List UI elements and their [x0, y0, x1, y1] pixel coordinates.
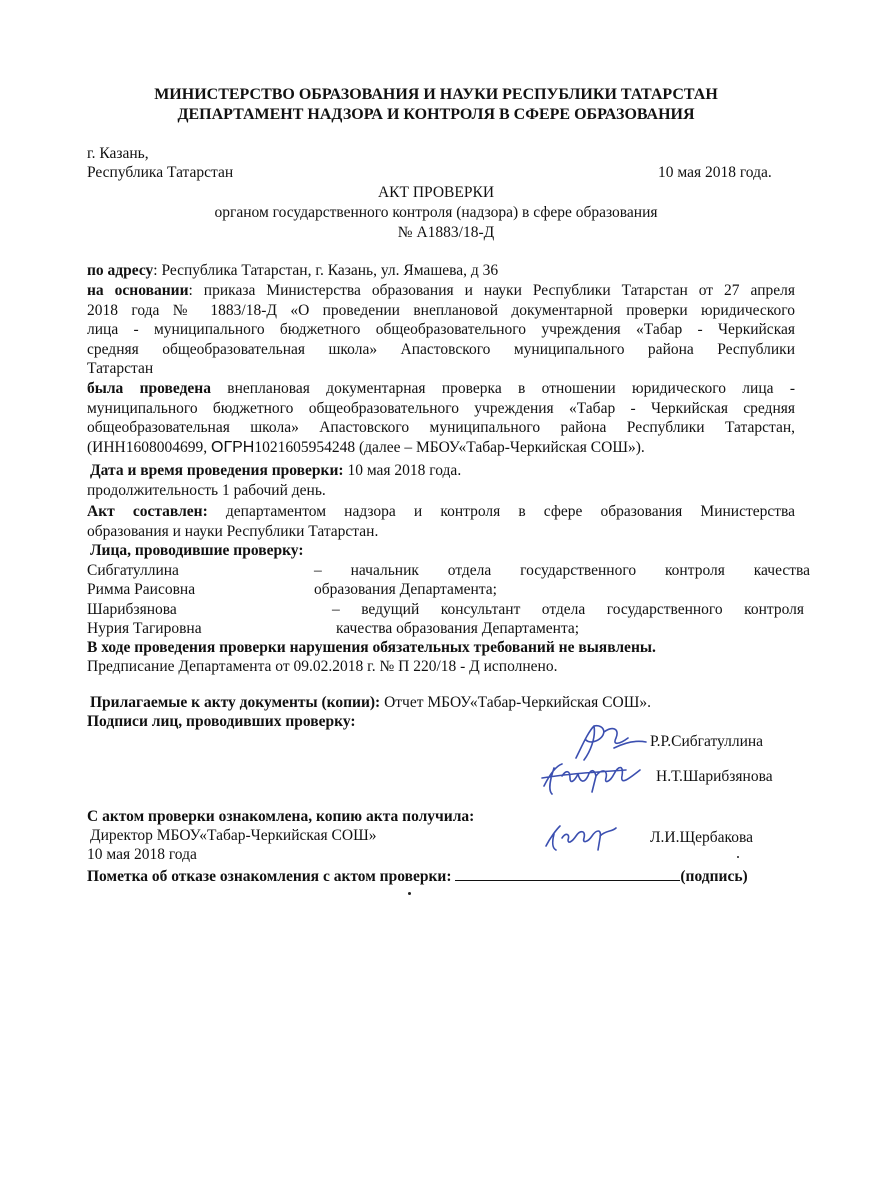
basis-line: 2018 года № 1883/18-Д «О проведении внеплановой документарной проверки юридического — [87, 301, 795, 319]
ogrn-label: ОГРН — [211, 438, 255, 456]
act-date: 10 мая 2018 года. — [658, 164, 772, 181]
signature-shcherbakova — [540, 816, 622, 854]
scan-dot — [737, 856, 739, 858]
conducted-line: общеобразовательная школа» Апастовского муниципального района Республики Татарстан, — [87, 419, 795, 436]
act-subtitle: органом государственного контроля (надзора) в сфере образования — [214, 204, 658, 221]
prescription-status: Предписание Департамента от 09.02.2018 г. № П 220/18 - Д исполнено. — [87, 658, 558, 675]
inspector-role-cont: образования Департамента; — [314, 581, 497, 598]
composed-label: Акт составлен: — [87, 503, 208, 520]
inspector-surname: Сибгатуллина — [87, 562, 179, 579]
refusal-note — [87, 866, 748, 886]
inspector-role-cont: качества образования Департамента; — [336, 620, 580, 637]
duration: продолжительность 1 рабочий день. — [87, 482, 326, 499]
datetime-value: 10 мая 2018 года. — [343, 462, 462, 479]
acknowledged-title: С актом проверки ознакомлена, копию акта получила: — [87, 808, 475, 825]
conducted-label: была проведена — [87, 380, 211, 397]
refusal-suffix: (подпись) — [680, 868, 748, 885]
inspector-surname: Шарибзянова — [87, 601, 177, 618]
address-value: : Республика Татарстан, г. Казань, ул. Ямашева, д 36 — [153, 262, 499, 279]
attached-value: Отчет МБОУ«Табар-Черкийская СОШ». — [380, 694, 651, 711]
signature-sharibzyanova — [536, 756, 648, 800]
basis-line: лица - муниципального бюджетного общеобразовательного учреждения «Табар - Черкийская — [87, 321, 795, 338]
signer2-name: Н.Т.Шарибзянова — [656, 768, 773, 785]
basis-line: средняя общеобразовательная школа» Апастовского муниципального района Республики — [87, 340, 795, 358]
director-position: Директор МБОУ«Табар-Черкийская СОШ» — [90, 827, 377, 844]
address-label: по адресу — [87, 262, 154, 279]
inspector-names: Нурия Тагировна — [87, 620, 202, 637]
basis-text: : приказа Министерства образования и науки Республики Татарстан от 27 апреля — [188, 282, 795, 299]
basis-paragraph — [87, 281, 795, 379]
inspection-datetime — [90, 462, 461, 480]
department-title: ДЕПАРТАМЕНТ НАДЗОРА И КОНТРОЛЯ В СФЕРЕ ОБРАЗОВАНИЯ — [177, 106, 695, 123]
scan-dot — [408, 892, 411, 895]
conducted-text: внеплановая документарная проверка в отношении юридического лица - — [210, 380, 795, 397]
basis-label: на основании — [87, 282, 189, 299]
act-number: № А1883/18-Д — [397, 224, 495, 241]
attached-documents — [90, 694, 651, 712]
address — [87, 262, 498, 280]
ministry-title: МИНИСТЕРСТВО ОБРАЗОВАНИЯ И НАУКИ РЕСПУБЛИКИ ТАТАРСТАН — [154, 86, 718, 103]
signer1-name: Р.Р.Сибгатуллина — [650, 733, 764, 750]
composed-paragraph — [87, 502, 795, 541]
basis-line — [87, 281, 795, 301]
conducted-line: муниципального бюджетного общеобразовательного учреждения «Табар - Черкийская средняя — [87, 399, 795, 417]
inspector-role: – начальник отдела государственного контроля качества — [314, 562, 810, 579]
basis-line: Татарстан — [87, 360, 154, 377]
conducted-paragraph — [87, 379, 795, 457]
inspection-result: В ходе проведения проверки нарушения обязательных требований не выявлены. — [87, 639, 656, 656]
conducted-line — [87, 379, 795, 399]
refusal-label: Пометка об отказе ознакомления с актом проверки: — [87, 868, 452, 885]
signatures-title: Подписи лиц, проводивших проверку: — [87, 713, 356, 730]
composed-text: департаментом надзора и контроля в сфере образования Министерства — [207, 503, 796, 520]
datetime-label: Дата и время проведения проверки: — [90, 462, 344, 479]
inn: (ИНН1608004699, — [87, 438, 211, 456]
composed-line — [87, 502, 795, 522]
act-title: АКТ ПРОВЕРКИ — [377, 184, 495, 201]
inspector-role: – ведущий консультант отдела государственного контроля — [332, 601, 804, 618]
attached-label: Прилагаемые к акту документы (копии): — [90, 694, 381, 711]
composed-line: образования и науки Республики Татарстан. — [87, 522, 379, 540]
city: г. Казань, — [87, 145, 149, 162]
region: Республика Татарстан — [87, 164, 234, 181]
inspector-names: Римма Раисовна — [87, 581, 196, 598]
ogrn-value: 1021605954248 (далее – МБОУ«Табар-Черкийская СОШ»). — [254, 438, 645, 456]
acknowledged-date: 10 мая 2018 года — [87, 846, 197, 863]
acknowledged-signer: Л.И.Щербакова — [650, 829, 753, 846]
signature-blank-line[interactable] — [455, 866, 680, 881]
conducted-line — [87, 438, 795, 458]
inspectors-title: Лица, проводившие проверку: — [90, 542, 304, 559]
